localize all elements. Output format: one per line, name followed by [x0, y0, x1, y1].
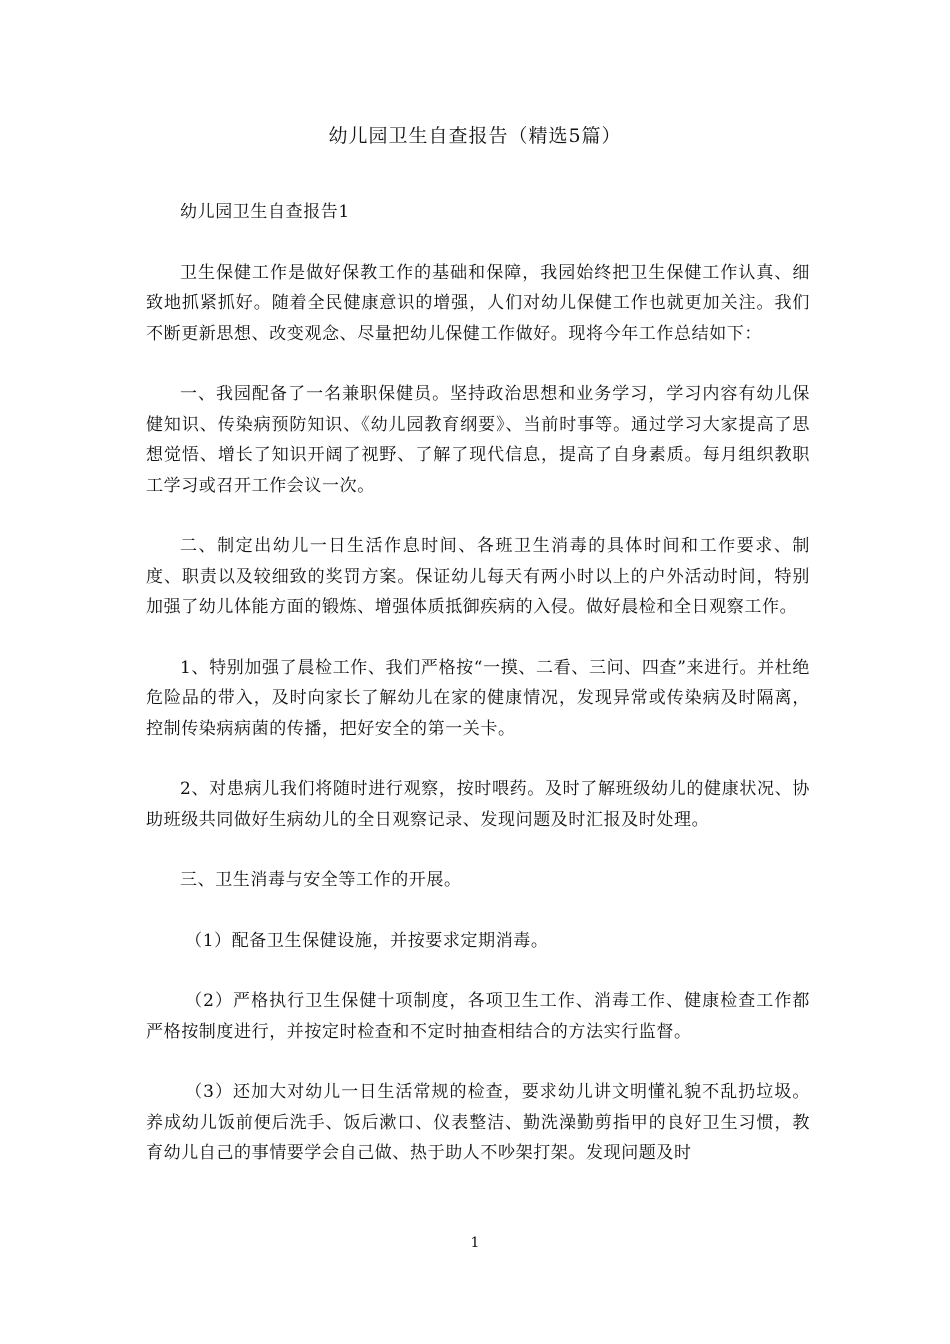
document-body	[146, 197, 810, 1199]
document-title: 幼儿园卫生自查报告（精选5篇）	[328, 125, 622, 147]
paragraph-item-1: （1）配备卫生保健设施，并按要求定期消毒。	[185, 930, 549, 951]
paragraph-staffing: 一、我园配备了一名兼职保健员。坚持政治思想和业务学习，学习内容有幼儿保健知识、传染病预防知识、《幼儿园教育纲要》、当前时事等。通过学习大家提高了思想觉悟、增长了知识开阔了视野、了解了现代信息，提高了自身素质。每月组织教职工学习或召开工作会议一次。	[146, 384, 810, 496]
paragraph-intro: 卫生保健工作是做好保教工作的基础和保障，我园始终把卫生保健工作认真、细致地抓紧抓好。随着全民健康意识的增强，人们对幼儿保健工作也就更加关注。我们不断更新思想、改变观念、尽量把幼儿保健工作做好。现将今年工作总结如下：	[146, 262, 810, 344]
paragraph-sick-children: 2、对患病儿我们将随时进行观察，按时喂药。及时了解班级幼儿的健康状况、协助班级共同做好生病幼儿的全日观察记录、发现问题及时汇报及时处理。	[146, 779, 810, 830]
paragraph-schedule: 二、制定出幼儿一日生活作息时间、各班卫生消毒的具体时间和工作要求、制度、职责以及较细致的奖罚方案。保证幼儿每天有两小时以上的户外活动时间，特别加强了幼儿体能方面的锻炼、增强体质抵御疾病的入侵。做好晨检和全日观察工作。	[146, 536, 810, 617]
paragraph-morning-check: 1、特别加强了晨检工作、我们严格按“一摸、二看、三问、四查”来进行。并杜绝危险品的带入，及时向家长了解幼儿在家的健康情况，发现异常或传染病及时隔离，控制传染病病菌的传播，把好安全的第一关卡。	[146, 657, 810, 739]
page-number: 1	[470, 1235, 480, 1251]
section-heading: 幼儿园卫生自查报告1	[180, 202, 350, 222]
paragraph-item-3: （3）还加大对幼儿一日生活常规的检查，要求幼儿讲文明懂礼貌不乱扔垃圾。养成幼儿饭前便后洗手、饭后漱口、仪表整洁、勤洗澡勤剪指甲的良好卫生习惯，教育幼儿自己的事情要学会自己做、热于助人不吵架打架。发现问题及时	[146, 1082, 810, 1163]
paragraph-hygiene-heading: 三、卫生消毒与安全等工作的开展。	[180, 870, 462, 890]
paragraph-item-2: （2）严格执行卫生保健十项制度，各项卫生工作、消毒工作、健康检查工作都严格按制度进行，并按定时检查和不定时抽查相结合的方法实行监督。	[146, 991, 810, 1042]
